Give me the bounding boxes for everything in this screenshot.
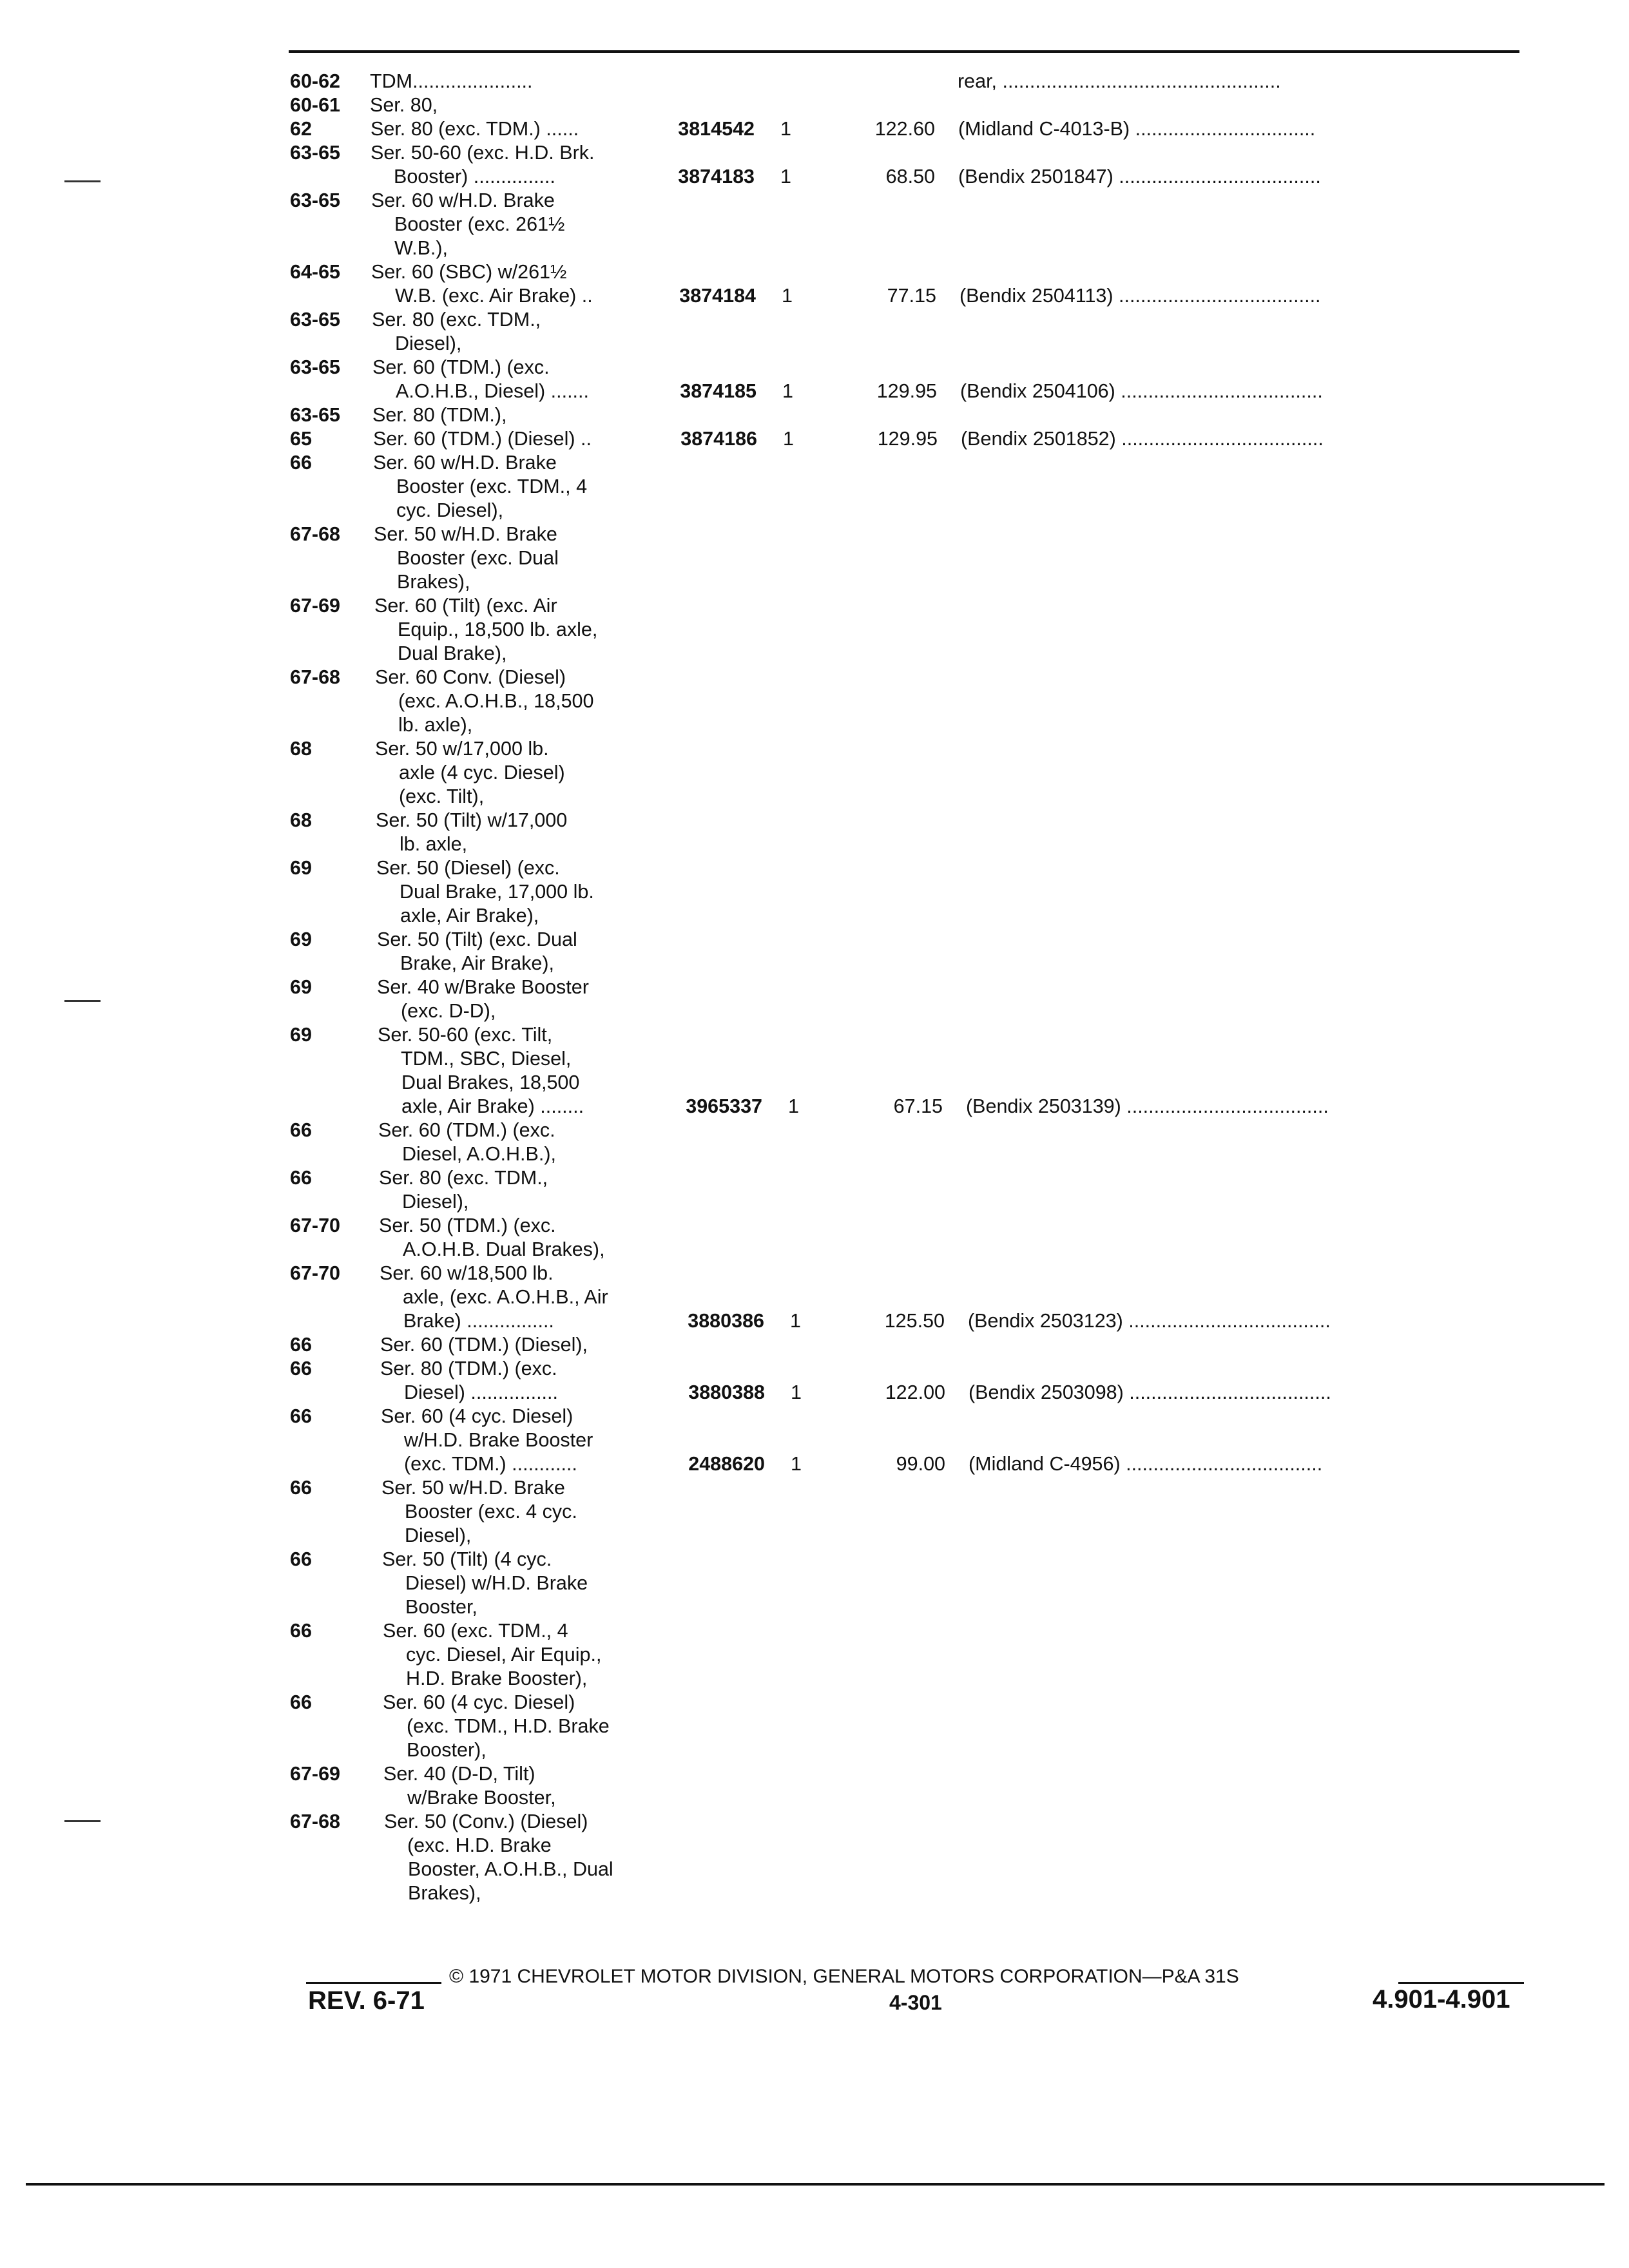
source-reference: (Bendix 2504106) .....................................: [960, 380, 1323, 402]
description: axle, (exc. A.O.H.B., Air: [403, 1286, 608, 1308]
description: Ser. 50 w/17,000 lb.: [375, 738, 549, 760]
quantity: 1: [788, 1095, 799, 1117]
quantity: 1: [791, 1381, 802, 1403]
list-price: 125.50: [884, 1310, 945, 1332]
description: Booster (exc. 261½: [394, 213, 565, 235]
model-years: 63-65: [290, 142, 341, 164]
parts-row: [290, 1452, 1521, 1476]
description: Diesel) ................: [404, 1381, 558, 1403]
description: H.D. Brake Booster),: [406, 1667, 588, 1689]
description: Ser. 60 w/H.D. Brake: [373, 452, 557, 474]
parts-row: [290, 952, 1521, 975]
description: Ser. 50-60 (exc. H.D. Brk.: [371, 142, 595, 164]
parts-row: [290, 93, 1521, 117]
description: lb. axle,: [400, 833, 468, 855]
quantity: 1: [782, 285, 793, 307]
parts-row: [290, 1595, 1521, 1619]
parts-row: [290, 189, 1521, 213]
description: cyc. Diesel, Air Equip.,: [406, 1644, 602, 1666]
source-reference: (Bendix 2503139) .....................................: [966, 1095, 1329, 1117]
quantity: 1: [791, 1453, 802, 1475]
description: (exc. D-D),: [401, 1000, 496, 1022]
parts-row: [290, 308, 1521, 332]
bottom-rule: [26, 2183, 1605, 2186]
parts-row: [290, 1834, 1521, 1858]
description: Brakes),: [397, 571, 470, 593]
parts-row: [290, 1500, 1521, 1524]
parts-row: [290, 1333, 1521, 1357]
description: cyc. Diesel),: [396, 499, 504, 521]
model-years: 67-68: [290, 523, 341, 545]
description: Booster (exc. TDM., 4: [396, 476, 588, 497]
description: Diesel),: [395, 332, 462, 354]
description: Ser. 60 (TDM.) (exc.: [378, 1119, 555, 1141]
list-price: 129.95: [877, 428, 938, 450]
description: Ser. 50 (TDM.) (exc.: [379, 1215, 556, 1236]
source-reference: (Bendix 2501847) .....................................: [958, 166, 1321, 187]
description: Ser. 80 (TDM.) (exc.: [380, 1358, 557, 1379]
page-number: 4-301: [889, 1991, 942, 2014]
parts-row: [290, 260, 1521, 284]
parts-row: [290, 1047, 1521, 1071]
footer-rule-right: [1398, 1982, 1524, 1984]
description: w/H.D. Brake Booster: [404, 1429, 593, 1451]
list-price: 122.00: [885, 1381, 945, 1403]
description: Ser. 60 (TDM.) (exc.: [372, 356, 550, 378]
model-years: 66: [290, 1358, 312, 1379]
list-price: 122.60: [874, 118, 935, 140]
model-years: 66: [290, 1620, 312, 1642]
model-years: 67-68: [290, 666, 341, 688]
model-years: 69: [290, 1024, 312, 1046]
list-price: 99.00: [896, 1453, 945, 1475]
parts-row: [290, 785, 1521, 809]
model-years: 67-70: [290, 1262, 341, 1284]
parts-row: [290, 427, 1521, 451]
description: Diesel),: [405, 1524, 472, 1546]
parts-row: [290, 856, 1521, 880]
parts-row: [290, 1738, 1521, 1762]
description: Diesel) w/H.D. Brake: [405, 1572, 588, 1594]
description: Booster) ...............: [394, 166, 555, 187]
margin-mark: [64, 1000, 101, 1002]
description: Ser. 60 (4 cyc. Diesel): [381, 1405, 574, 1427]
parts-row: [290, 1166, 1521, 1190]
parts-row: [290, 1691, 1521, 1715]
list-price: 129.95: [876, 380, 937, 402]
description: Ser. 40 w/Brake Booster: [377, 976, 589, 998]
model-years: 66: [290, 1548, 312, 1570]
source-reference: (Bendix 2504113) .....................................: [959, 285, 1321, 307]
parts-row: [290, 809, 1521, 832]
model-years: 62: [290, 118, 312, 140]
description: Ser. 50 (Conv.) (Diesel): [384, 1811, 588, 1832]
description: (exc. Tilt),: [399, 785, 485, 807]
description: Dual Brakes, 18,500: [401, 1072, 580, 1093]
part-number: 3874186: [680, 428, 757, 450]
model-years: 60-61: [290, 94, 341, 116]
revision-label: REV. 6-71: [308, 1986, 425, 2015]
parts-row: [290, 761, 1521, 785]
description: Brake, Air Brake),: [400, 952, 554, 974]
margin-mark: [64, 1820, 101, 1822]
parts-row: [290, 689, 1521, 713]
description: Booster (exc. 4 cyc.: [405, 1501, 577, 1523]
parts-row: [290, 1881, 1521, 1905]
parts-row: [290, 546, 1521, 570]
description: Ser. 80 (exc. TDM.,: [379, 1167, 548, 1189]
parts-row: [290, 1142, 1521, 1166]
description: Diesel),: [402, 1191, 469, 1213]
parts-row: [290, 213, 1521, 236]
parts-row: [290, 1715, 1521, 1738]
parts-row: [290, 737, 1521, 761]
parts-row: [290, 1214, 1521, 1238]
parts-row: [290, 904, 1521, 928]
model-years: 67-70: [290, 1215, 341, 1236]
description: Ser. 60 (TDM.) (Diesel),: [380, 1334, 588, 1356]
source-reference: rear, ...................................................: [958, 70, 1281, 92]
description: (exc. TDM.) ............: [404, 1453, 577, 1475]
parts-row: [290, 1285, 1521, 1309]
description: Ser. 60 Conv. (Diesel): [375, 666, 566, 688]
model-years: 67-69: [290, 595, 341, 617]
copyright-text: © 1971 CHEVROLET MOTOR DIVISION, GENERAL MOTORS CORPORATION—P&A 31S: [449, 1966, 1239, 1987]
model-years: 67-68: [290, 1811, 341, 1832]
description: Ser. 50 (Tilt) (4 cyc.: [382, 1548, 552, 1570]
parts-row: [290, 1643, 1521, 1667]
description: axle (4 cyc. Diesel): [399, 762, 565, 783]
model-years: 68: [290, 738, 312, 760]
description: TDM., SBC, Diesel,: [401, 1048, 572, 1070]
model-years: 66: [290, 1405, 312, 1427]
parts-row: [290, 1810, 1521, 1834]
parts-row: [290, 1548, 1521, 1571]
source-reference: (Bendix 2501852) .....................................: [961, 428, 1324, 450]
description: lb. axle),: [398, 714, 473, 736]
description: A.O.H.B. Dual Brakes),: [403, 1238, 605, 1260]
parts-row: [290, 451, 1521, 475]
model-years: 68: [290, 809, 312, 831]
description: Dual Brake),: [398, 642, 507, 664]
description: axle, Air Brake) ........: [401, 1095, 584, 1117]
parts-row: [290, 618, 1521, 642]
parts-row: [290, 1238, 1521, 1262]
description: W.B.),: [394, 237, 448, 259]
model-years: 66: [290, 1167, 312, 1189]
model-years: 64-65: [290, 261, 341, 283]
parts-row: [290, 236, 1521, 260]
description: Ser. 60 (Tilt) (exc. Air: [374, 595, 557, 617]
description: (exc. H.D. Brake: [407, 1834, 552, 1856]
parts-row: [290, 928, 1521, 952]
description: axle, Air Brake),: [400, 905, 539, 927]
description: Brake) ................: [403, 1310, 554, 1332]
quantity: 1: [780, 166, 791, 187]
list-price: 68.50: [885, 166, 935, 187]
parts-row: [290, 594, 1521, 618]
description: (exc. TDM., H.D. Brake: [407, 1715, 610, 1737]
model-years: 63-65: [290, 404, 341, 426]
parts-row: [290, 1476, 1521, 1500]
parts-row: [290, 1858, 1521, 1881]
description: Equip., 18,500 lb. axle,: [398, 619, 598, 640]
model-years: 67-69: [290, 1763, 341, 1785]
model-years: 69: [290, 976, 312, 998]
description: Ser. 80 (TDM.),: [372, 404, 507, 426]
description: A.O.H.B., Diesel) .......: [396, 380, 589, 402]
parts-row: [290, 1357, 1521, 1381]
description: TDM......................: [370, 70, 533, 92]
model-years: 69: [290, 857, 312, 879]
parts-row: [290, 642, 1521, 666]
description: Ser. 60 (4 cyc. Diesel): [383, 1691, 575, 1713]
parts-row: [290, 141, 1521, 165]
model-years: 66: [290, 1334, 312, 1356]
description: Booster (exc. Dual: [397, 547, 559, 569]
parts-row: [290, 1309, 1521, 1333]
parts-row: [290, 380, 1521, 403]
model-years: 65: [290, 428, 312, 450]
parts-row: [290, 1571, 1521, 1595]
part-number: 3874184: [679, 285, 756, 307]
description: Ser. 60 w/18,500 lb.: [380, 1262, 554, 1284]
parts-row: [290, 1381, 1521, 1405]
description: Diesel, A.O.H.B.),: [402, 1143, 556, 1165]
parts-row: [290, 1190, 1521, 1214]
description: Ser. 80,: [370, 94, 438, 116]
parts-row: [290, 1071, 1521, 1095]
model-years: 63-65: [290, 309, 341, 331]
margin-mark: [64, 180, 101, 182]
parts-row: [290, 332, 1521, 356]
section-code: 4.901-4.901: [1373, 1985, 1510, 2013]
parts-row: [290, 1762, 1521, 1786]
model-years: 63-65: [290, 189, 341, 211]
quantity: 1: [790, 1310, 801, 1332]
description: Brakes),: [408, 1882, 481, 1904]
parts-row: [290, 356, 1521, 380]
parts-row: [290, 1095, 1521, 1119]
description: Ser. 50 (Tilt) w/17,000: [376, 809, 568, 831]
parts-row: [290, 284, 1521, 308]
top-rule: [289, 50, 1519, 53]
quantity: 1: [782, 380, 793, 402]
part-number: 3874183: [678, 166, 755, 187]
part-number: 3814542: [678, 118, 755, 140]
model-years: 66: [290, 1477, 312, 1499]
list-price: 77.15: [887, 285, 936, 307]
parts-row: [290, 713, 1521, 737]
parts-row: [290, 999, 1521, 1023]
parts-row: [290, 499, 1521, 523]
description: Ser. 50 w/H.D. Brake: [381, 1477, 565, 1499]
description: w/Brake Booster,: [407, 1787, 556, 1809]
part-number: 3880386: [688, 1310, 764, 1332]
part-number: 2488620: [688, 1453, 765, 1475]
model-years: 69: [290, 928, 312, 950]
quantity: 1: [783, 428, 794, 450]
description: Ser. 60 (TDM.) (Diesel) ..: [373, 428, 592, 450]
parts-row: [290, 165, 1521, 189]
parts-row: [290, 880, 1521, 904]
parts-row: [290, 1619, 1521, 1643]
description: Dual Brake, 17,000 lb.: [400, 881, 594, 903]
parts-row: [290, 70, 1521, 93]
parts-row: [290, 1667, 1521, 1691]
description: Ser. 50 (Diesel) (exc.: [376, 857, 560, 879]
part-number: 3880388: [688, 1381, 765, 1403]
parts-row: [290, 403, 1521, 427]
description: Ser. 80 (exc. TDM.) ......: [371, 118, 579, 140]
source-reference: (Midland C-4956) ....................................: [969, 1453, 1323, 1475]
description: Ser. 50 w/H.D. Brake: [374, 523, 557, 545]
model-years: 66: [290, 1691, 312, 1713]
description: Booster, A.O.H.B., Dual: [408, 1858, 613, 1880]
parts-row: [290, 832, 1521, 856]
source-reference: (Bendix 2503123) .....................................: [968, 1310, 1331, 1332]
footer-rule-left: [306, 1982, 441, 1984]
description: Ser. 60 (exc. TDM., 4: [383, 1620, 568, 1642]
part-number: 3965337: [686, 1095, 762, 1117]
parts-row: [290, 1524, 1521, 1548]
description: Booster,: [405, 1596, 477, 1618]
parts-row: [290, 117, 1521, 141]
description: Booster),: [407, 1739, 487, 1761]
model-years: 60-62: [290, 70, 341, 92]
source-reference: (Midland C-4013-B) .................................: [958, 118, 1316, 140]
part-number: 3874185: [680, 380, 757, 402]
parts-row: [290, 523, 1521, 546]
quantity: 1: [780, 118, 791, 140]
model-years: 66: [290, 1119, 312, 1141]
source-reference: (Bendix 2503098) .....................................: [969, 1381, 1331, 1403]
parts-row: [290, 666, 1521, 689]
model-years: 63-65: [290, 356, 341, 378]
description: W.B. (exc. Air Brake) ..: [395, 285, 593, 307]
list-price: 67.15: [893, 1095, 943, 1117]
parts-row: [290, 570, 1521, 594]
description: Ser. 80 (exc. TDM.,: [372, 309, 541, 331]
description: Ser. 40 (D-D, Tilt): [383, 1763, 535, 1785]
description: Ser. 50 (Tilt) (exc. Dual: [377, 928, 577, 950]
parts-row: [290, 1786, 1521, 1810]
description: (exc. A.O.H.B., 18,500: [398, 690, 594, 712]
parts-row: [290, 975, 1521, 999]
description: Ser. 60 (SBC) w/261½: [371, 261, 567, 283]
parts-row: [290, 475, 1521, 499]
description: Ser. 60 w/H.D. Brake: [371, 189, 555, 211]
description: Ser. 50-60 (exc. Tilt,: [378, 1024, 553, 1046]
parts-row: [290, 1262, 1521, 1285]
model-years: 66: [290, 452, 312, 474]
parts-row: [290, 1405, 1521, 1428]
parts-row: [290, 1428, 1521, 1452]
parts-row: [290, 1119, 1521, 1142]
parts-row: [290, 1023, 1521, 1047]
